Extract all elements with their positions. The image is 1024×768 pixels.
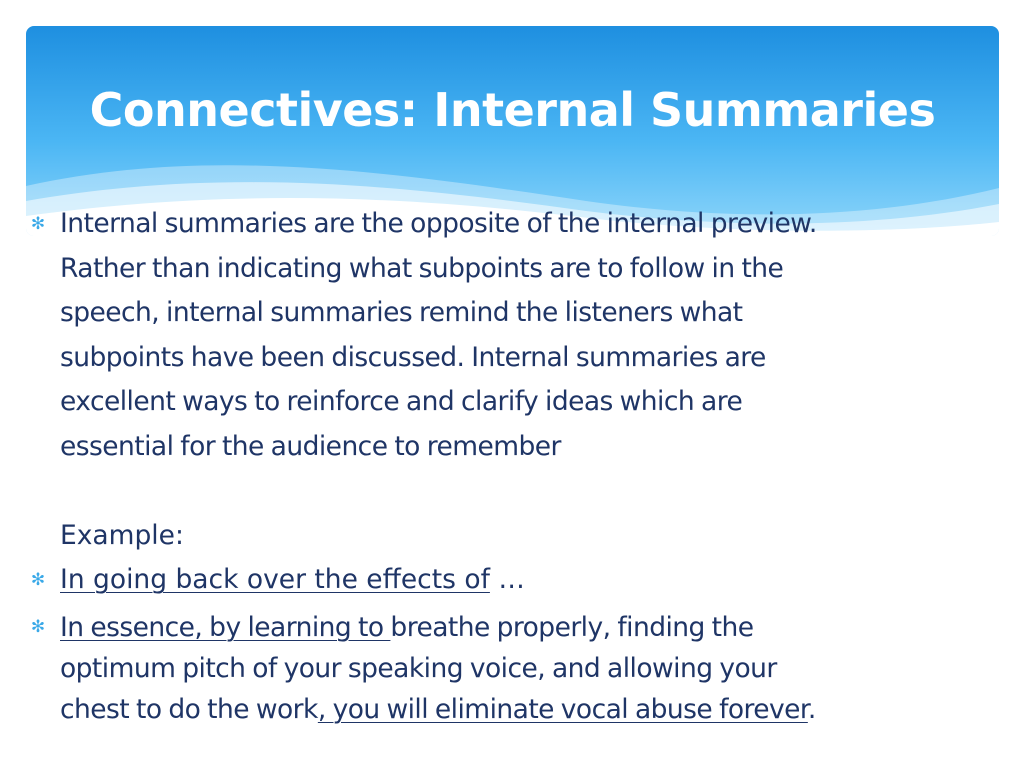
asterisk-icon: ✻	[30, 616, 46, 637]
text-line: subpoints have been discussed. Internal summaries are	[60, 341, 766, 373]
spacer	[30, 469, 1020, 514]
text-segment: chest to do the work	[60, 693, 318, 725]
bullet-text	[60, 558, 1020, 603]
asterisk-icon: ✻	[30, 570, 46, 590]
text-line: speech, internal summaries remind the listeners what	[60, 297, 743, 328]
text-line: Internal summaries are the opposite of the internal preview.	[60, 208, 817, 239]
bullet-text-rest: …	[489, 564, 525, 595]
underlined-phrase: In essence, by learning to	[60, 611, 391, 643]
text-line: Rather than indicating what subpoints are to follow in the	[60, 252, 784, 284]
bullet-item-internal-summaries	[30, 202, 1020, 469]
bullet-list	[30, 202, 1020, 730]
text-segment: breathe properly, finding the	[390, 611, 754, 643]
bullet-text	[60, 202, 1020, 469]
text-line: excellent ways to reinforce and clarify ideas which are	[60, 386, 743, 417]
bullet-item-in-essence	[30, 607, 1020, 730]
text-line	[60, 607, 1020, 648]
bullet-item-going-back	[30, 558, 1020, 603]
slide-title: Connectives: Internal Summaries	[89, 83, 936, 137]
text-segment: .	[807, 693, 816, 725]
underlined-phrase: , you will eliminate vocal abuse forever	[317, 693, 808, 725]
example-label: Example:	[60, 519, 184, 551]
bullet-text	[60, 607, 1020, 730]
underlined-phrase: In going back over the effects of	[60, 564, 490, 595]
text-line	[60, 689, 1020, 730]
text-line: essential for the audience to remember	[60, 430, 561, 462]
asterisk-icon: ✻	[30, 214, 46, 234]
text-line: optimum pitch of your speaking voice, and allowing your	[60, 652, 777, 684]
